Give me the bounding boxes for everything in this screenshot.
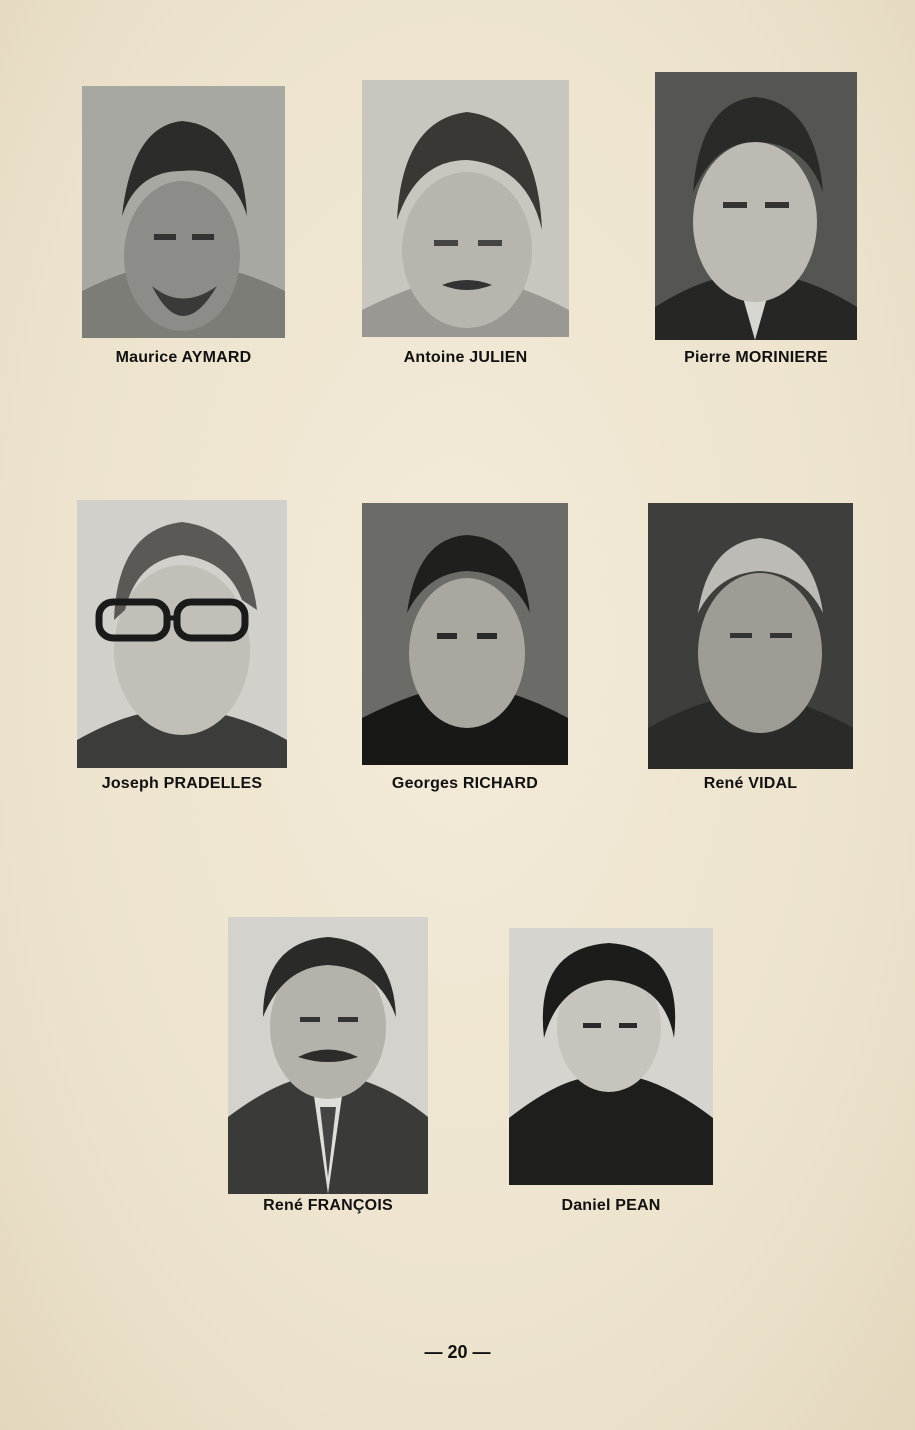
portrait-caption: René FRANÇOIS xyxy=(263,1197,393,1214)
portrait-photo-aymard xyxy=(82,86,285,338)
portrait-caption: René VIDAL xyxy=(703,775,798,792)
portrait-photo-moriniere xyxy=(655,72,857,340)
portrait-photo-pradelles xyxy=(77,500,287,768)
portrait-photo-francois xyxy=(228,917,428,1194)
portrait-caption: Antoine JULIEN xyxy=(403,349,528,366)
portrait-photo-julien xyxy=(362,80,569,337)
portrait-caption: Maurice AYMARD xyxy=(115,349,252,366)
portrait-caption: Joseph PRADELLES xyxy=(101,775,263,792)
portrait-photo-vidal xyxy=(648,503,853,769)
portrait-photo-richard xyxy=(362,503,568,765)
portrait-caption: Daniel PEAN xyxy=(561,1197,661,1214)
portrait-caption: Georges RICHARD xyxy=(391,775,539,792)
page-number: — 20 — xyxy=(424,1342,491,1362)
portrait-photo-pean xyxy=(509,928,713,1185)
portrait-caption: Pierre MORINIERE xyxy=(684,349,828,366)
